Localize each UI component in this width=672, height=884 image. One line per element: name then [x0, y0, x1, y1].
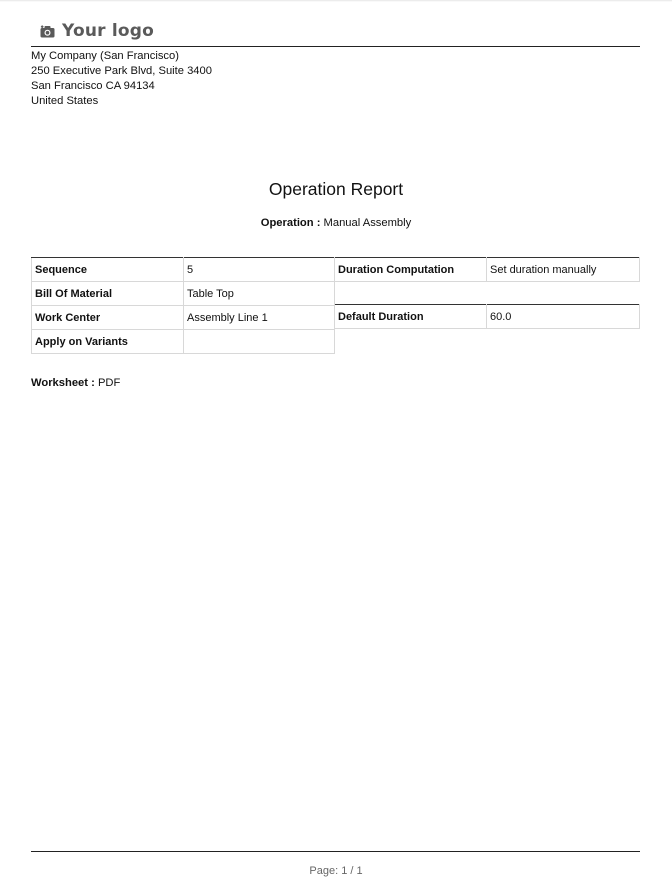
default-duration-value: 60.0: [487, 305, 640, 329]
operation-label: Operation :: [260, 217, 321, 229]
table-row: [335, 305, 640, 329]
report-title: Operation Report: [268, 179, 404, 199]
logo-text: Your logo: [62, 21, 154, 41]
table-row: [32, 330, 335, 354]
sequence-label: Sequence: [32, 258, 184, 282]
page-top-edge: [0, 0, 672, 2]
table-row: [32, 258, 335, 282]
table-row: [32, 306, 335, 330]
operation-details-left: [31, 257, 335, 354]
table-row: [32, 282, 335, 306]
page-current: 1: [341, 865, 348, 877]
apply-variants-value: [184, 330, 335, 354]
company-country: United States: [31, 95, 99, 107]
default-duration-label: Default Duration: [335, 305, 487, 329]
company-address: [31, 49, 212, 109]
operation-line: [0, 217, 672, 229]
apply-variants-label: Apply on Variants: [32, 330, 184, 354]
camera-icon: [40, 25, 55, 38]
company-street: 250 Executive Park Blvd, Suite 3400: [31, 65, 212, 77]
sequence-value: 5: [184, 258, 335, 282]
operation-value: Manual Assembly: [323, 217, 412, 229]
duration-computation-label: Duration Computation: [335, 258, 487, 282]
company-name: My Company (San Francisco): [31, 50, 179, 62]
company-logo: [40, 18, 154, 44]
page-total: 1: [356, 865, 363, 877]
work-center-label: Work Center: [32, 306, 184, 330]
bom-value: Table Top: [184, 282, 335, 306]
duration-computation-value: Set duration manually: [487, 258, 640, 282]
table-row: [335, 258, 640, 282]
page-separator: /: [350, 865, 354, 877]
footer-divider: [31, 851, 640, 852]
default-duration-table: [335, 304, 640, 329]
page-label: Page:: [309, 865, 339, 877]
worksheet-line: [31, 377, 120, 389]
company-city: San Francisco CA 94134: [31, 80, 155, 92]
worksheet-value: PDF: [97, 377, 121, 389]
work-center-value: Assembly Line 1: [184, 306, 335, 330]
page-number: [0, 865, 672, 877]
bom-label: Bill Of Material: [32, 282, 184, 306]
header-divider: [31, 46, 640, 47]
worksheet-label: Worksheet :: [31, 377, 95, 389]
duration-computation-table: [335, 257, 640, 282]
